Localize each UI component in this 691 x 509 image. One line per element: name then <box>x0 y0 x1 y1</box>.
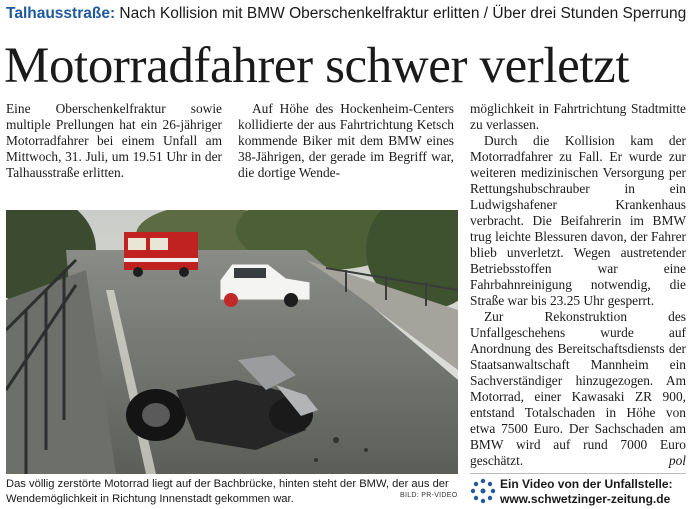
column-3-paragraph-3 <box>470 309 686 469</box>
author-signature: pol <box>668 453 686 468</box>
accident-photo <box>6 210 458 474</box>
column-3-paragraph-1: möglichkeit in Fahrtrichtung Stadtmitte zu verlassen. <box>470 101 686 132</box>
article-column-2 <box>238 101 454 181</box>
column-2-text: Auf Höhe des Hockenheim-Centers kollidierte der aus Fahrtrichtung Ketsch kommende Biker mit dem BMW eines 38-Jährigen, der gerade im Begriff war, die dortige Wende- <box>238 101 454 180</box>
article-column-3 <box>470 101 686 469</box>
photo-caption: Das völlig zerstörte Motorrad liegt auf der Bachbrücke, hinten steht der BMW, der aus der Wendemöglichkeit in Richtung Innenstadt gekommen war. <box>6 478 449 505</box>
article-column-1 <box>6 101 222 181</box>
column-3-paragraph-2: Durch die Kollision kam der Motorradfahrer zu Fall. Er wurde zur weiteren medizinischen Versorgung per Rettungshubschrauber in ein Ludwigshafener Krankenhaus verbracht. Die Beifahrerin im BMW trug leichte Blessuren davon, der Fahrer blieb unverletzt. Wegen austretender Betriebsstoffen war eine Fahrbahnreinigung notwendig, die Straße war bis 23.25 Uhr gesperrt. <box>470 133 686 308</box>
photo-credit: BILD: PR-VIDEO <box>400 492 458 499</box>
video-icon <box>470 478 496 504</box>
headline: Motorradfahrer schwer verletzt <box>4 38 630 94</box>
video-teaser[interactable] <box>470 473 686 509</box>
kicker-location: Talhausstraße: <box>6 5 116 22</box>
column-3-paragraph-3-text: Zur Rekonstruktion des Unfallgeschehens wurde auf Anordnung des Bereitschaftsdiensts der Staatsanwaltschaft Mannheim ein Sachverständiger hinzugezogen. Am Motorrad, einer Kawasaki ZR 900, entstand Totalschaden in Höhe von etwa 7500 Euro. Der Sachschaden am BMW wird auf rund 7000 Euro geschätzt. <box>470 309 686 468</box>
column-1-text: Eine Oberschenkelfraktur sowie multiple Prellungen hat ein 26-jähriger Motorradfahrer bei einem Unfall am Mittwoch, 31. Juli, um 19.51 Uhr in der Talhausstraße erlitten. <box>6 101 222 180</box>
kicker-text: Nach Kollision mit BMW Oberschenkelfraktur erlitten / Über drei Stunden Sperrung <box>119 5 687 22</box>
video-teaser-link[interactable]: www.schwetzinger-zeitung.de <box>500 492 671 506</box>
video-teaser-line1: Ein Video von der Unfallstelle: <box>500 477 673 491</box>
kicker <box>6 5 686 23</box>
